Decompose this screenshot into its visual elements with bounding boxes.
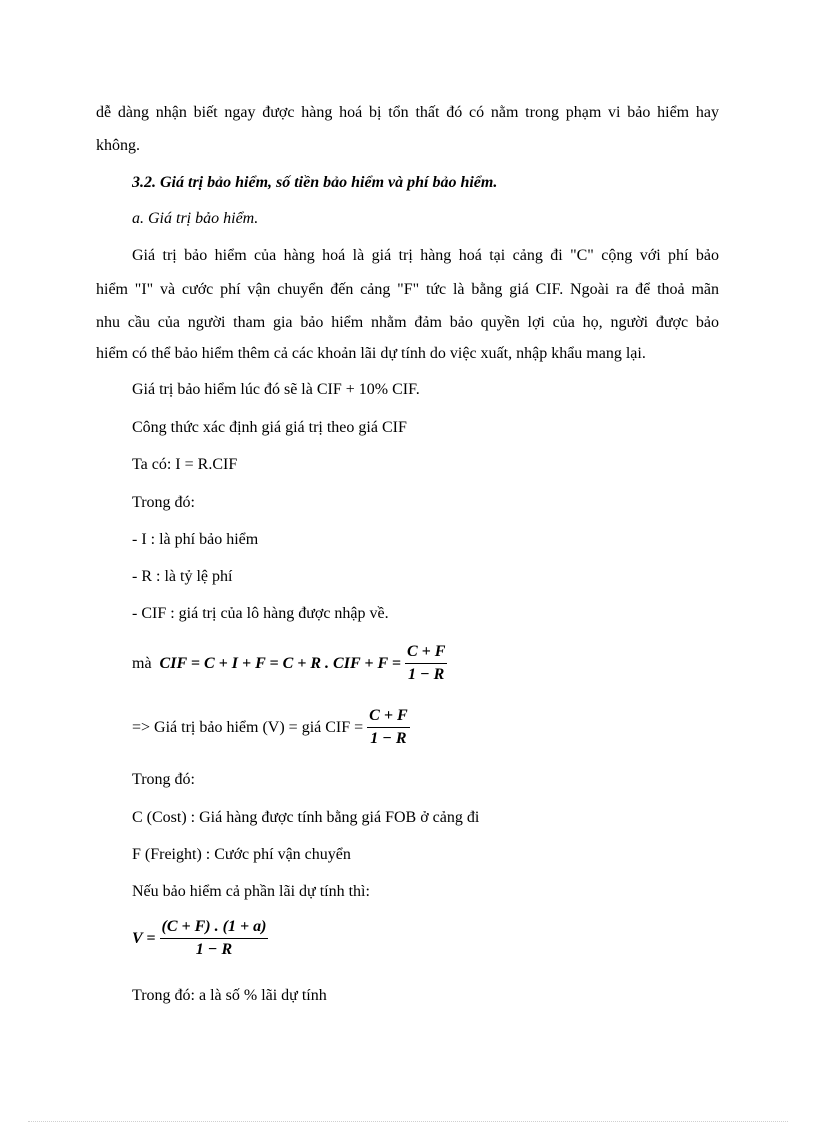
page-bottom-rule	[28, 1121, 788, 1122]
definition-f: F (Freight) : Cước phí vận chuyển	[132, 846, 351, 863]
formula-profit-fraction	[160, 918, 269, 959]
formula-v-denominator: 1 − R	[370, 730, 407, 747]
formula-profit-numerator: (C + F) . (1 + a)	[160, 918, 269, 939]
subheading-a: a. Giá trị bảo hiểm.	[132, 210, 259, 227]
formula-cif	[132, 643, 447, 684]
formula-profit-lhs: V =	[132, 929, 156, 947]
formula-i: Ta có: I = R.CIF	[132, 456, 238, 473]
definition-cif: - CIF : giá trị của lô hàng được nhập về.	[132, 605, 389, 622]
formula-cif-fraction	[405, 643, 447, 684]
paragraph-2-line-1: Giá trị bảo hiểm của hàng hoá là giá trị hàng hoá tại cảng đi "C" cộng với phí bảo	[132, 247, 719, 264]
paragraph-1-line-2: không.	[96, 137, 140, 154]
formula-cif-numerator: C + F	[405, 643, 447, 664]
definition-r: - R : là tỷ lệ phí	[132, 568, 233, 585]
paragraph-1-line-1: dễ dàng nhận biết ngay được hàng hoá bị tổn thất đó có nằm trong phạm vi bảo hiểm hay	[96, 104, 719, 121]
paragraph-2-line-2: hiểm "I" và cước phí vận chuyển đến cảng "F" tức là bằng giá CIF. Ngoài ra để thoả mãn	[96, 281, 719, 298]
formula-cif-expression: CIF = C + I + F = C + R . CIF + F =	[159, 654, 401, 672]
where-label-1: Trong đó:	[132, 494, 195, 511]
formula-cif-prefix: mà	[132, 654, 152, 672]
formula-profit-denominator: 1 − R	[195, 941, 233, 958]
formula-v-fraction	[367, 707, 409, 748]
formula-v-prefix: => Giá trị bảo hiểm (V) = giá CIF =	[132, 718, 364, 736]
profit-intro: Nếu bảo hiểm cả phần lãi dự tính thì:	[132, 883, 370, 900]
where-label-3: Trong đó: a là số % lãi dự tính	[132, 987, 327, 1004]
value-statement: Giá trị bảo hiểm lúc đó sẽ là CIF + 10% CIF.	[132, 381, 420, 398]
formula-cif-denominator: 1 − R	[407, 666, 445, 683]
paragraph-2-line-4: hiểm có thể bảo hiểm thêm cả các khoản lãi dự tính do việc xuất, nhập khẩu mang lại.	[96, 345, 646, 362]
formula-v-numerator: C + F	[367, 707, 409, 728]
formula-profit	[132, 918, 268, 959]
formula-v	[132, 707, 410, 748]
section-heading: 3.2. Giá trị bảo hiểm, số tiền bảo hiểm và phí bảo hiểm.	[132, 174, 498, 191]
definition-i: - I : là phí bảo hiểm	[132, 531, 259, 548]
formula-intro: Công thức xác định giá giá trị theo giá CIF	[132, 419, 407, 436]
where-label-2: Trong đó:	[132, 771, 195, 788]
paragraph-2-line-3: nhu cầu của người tham gia bảo hiểm nhằm đảm bảo quyền lợi của họ, người được bảo	[96, 314, 719, 331]
definition-c: C (Cost) : Giá hàng được tính bằng giá FOB ở cảng đi	[132, 809, 480, 826]
